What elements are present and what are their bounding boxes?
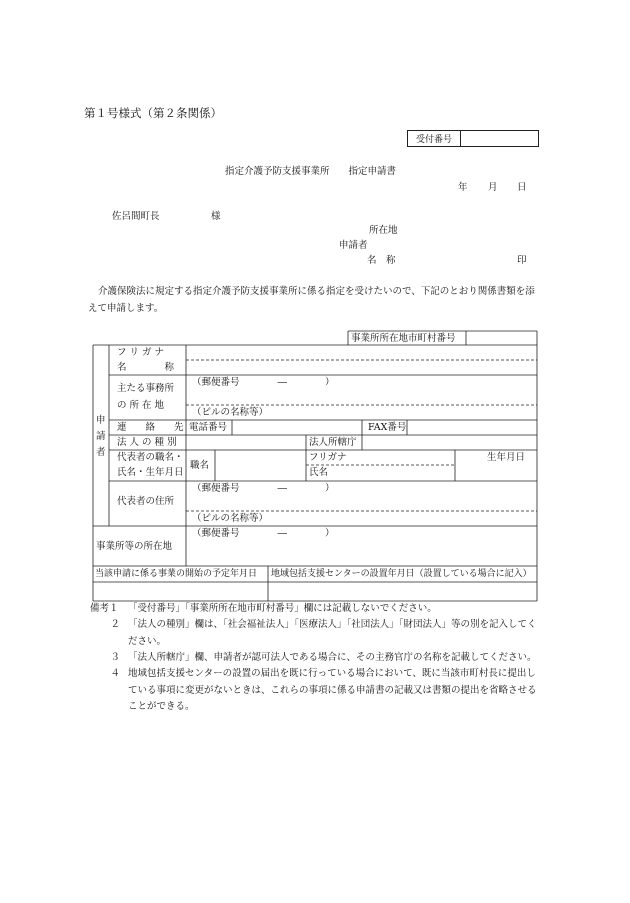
main-office-building[interactable]: （ビルの名称等） bbox=[192, 407, 269, 418]
rep-address-building[interactable]: （ビルの名称等） bbox=[192, 513, 269, 524]
fax-label: FAX番号 bbox=[368, 422, 407, 433]
corp-authority-label: 法人所轄庁 bbox=[309, 437, 357, 448]
addressee-honorific: 様 bbox=[211, 211, 221, 222]
phone-label: 電話番号 bbox=[189, 422, 228, 433]
corp-authority-field[interactable] bbox=[364, 437, 535, 448]
office-code-label: 事業所所在地市町村番号 bbox=[351, 333, 456, 344]
intro-text: 介護保険法に規定する指定介護予防支援事業所に係る指定を受けたいので、下記のとおり関係書類を添えて申請します。 bbox=[88, 286, 535, 314]
furigana-label: フ リ ガ ナ bbox=[117, 347, 165, 358]
office-location-postal[interactable]: （郵便番号 ― ） bbox=[192, 528, 335, 539]
date-month: 月 bbox=[488, 182, 498, 193]
position-field[interactable] bbox=[217, 452, 304, 479]
document-title: 指定介護予防支援事業所 指定申請書 bbox=[225, 166, 397, 177]
entity-name-field[interactable] bbox=[188, 362, 535, 373]
date-year: 年 bbox=[458, 182, 468, 193]
office-code-field[interactable] bbox=[467, 333, 535, 344]
rep-name-label: 氏名 bbox=[309, 467, 329, 478]
form-number: 第１号様式（第２条関係） bbox=[84, 106, 222, 120]
start-date-field[interactable] bbox=[94, 584, 266, 599]
addressee-mayor: 佐呂間町長 bbox=[112, 211, 160, 222]
position-label: 職名 bbox=[190, 460, 210, 471]
rep-label-1: 代表者の職名・ bbox=[117, 452, 184, 463]
rep-furigana-label: フリガナ bbox=[309, 452, 347, 463]
remark-prefix: 備考１ bbox=[90, 603, 119, 614]
applicant-side-3: 者 bbox=[96, 447, 106, 458]
office-location-label: 事業所等の所在地 bbox=[96, 541, 173, 552]
furigana-field[interactable] bbox=[188, 347, 535, 358]
remark-item bbox=[90, 601, 538, 617]
main-office-label-2: の 所 在 地 bbox=[117, 400, 165, 411]
corp-type-field[interactable] bbox=[188, 437, 304, 448]
date-day: 日 bbox=[517, 182, 527, 193]
rep-address-postal[interactable]: （郵便番号 ― ） bbox=[192, 483, 335, 494]
corp-type-label: 法 人 の 種 別 bbox=[117, 437, 177, 448]
receipt-number-label: 受付番号 bbox=[408, 131, 461, 146]
receipt-number-box[interactable] bbox=[407, 130, 539, 147]
remark-item bbox=[90, 650, 538, 666]
remark-number: ２ bbox=[110, 619, 120, 631]
applicant-label: 申請者 bbox=[339, 240, 368, 251]
applicant-side-1: 申 bbox=[96, 415, 106, 426]
rep-label-2: 氏名・生年月日 bbox=[117, 467, 184, 478]
remark-text: 「受付番号」「事業所所在地市町村番号」欄には記載しないでください。 bbox=[128, 603, 437, 614]
remarks-section bbox=[90, 601, 538, 715]
seal-mark: 印 bbox=[517, 255, 527, 266]
remark-item bbox=[90, 617, 538, 650]
entity-name-label: 名 称 bbox=[117, 362, 175, 373]
applicant-address-label: 所在地 bbox=[369, 225, 398, 236]
main-office-label-1: 主たる事務所 bbox=[117, 383, 175, 394]
phone-field[interactable] bbox=[233, 422, 360, 433]
remark-item bbox=[90, 666, 538, 715]
start-date-label: 当該申請に係る事業の開始の予定年月日 bbox=[95, 569, 258, 579]
remark-text: 「法人所轄庁」欄、申請者が認可法人である場合に、その主務官庁の名称を記載してください。 bbox=[128, 651, 537, 663]
remark-text: 地域包括支援センターの設置の届出を既に行っている場合において、既に当該市町村長に提出している事項に変更がないときは、これらの事項に係る申請書の記載又は書類の提出を省略させることができる。 bbox=[128, 668, 537, 712]
fax-field[interactable] bbox=[409, 422, 535, 433]
rep-address-label: 代表者の住所 bbox=[117, 496, 175, 507]
contact-label: 連 絡 先 bbox=[117, 422, 184, 433]
remark-number: ４ bbox=[110, 668, 120, 680]
center-date-label: 地域包括支援センターの設置年月日（設置している場合に記入） bbox=[271, 569, 532, 579]
birth-date-label: 生年月日 bbox=[487, 452, 526, 463]
center-date-field[interactable] bbox=[270, 584, 535, 599]
remark-number: ３ bbox=[110, 651, 120, 663]
applicant-name-label: 名 称 bbox=[367, 255, 396, 266]
main-office-postal[interactable]: （郵便番号 ― ） bbox=[192, 377, 335, 388]
intro-paragraph bbox=[88, 284, 536, 317]
applicant-side-2: 請 bbox=[96, 431, 106, 442]
remark-text: 「法人の種別」欄は、「社会福祉法人」「医療法人」「社団法人」「財団法人」等の別を記入してください。 bbox=[128, 619, 537, 647]
